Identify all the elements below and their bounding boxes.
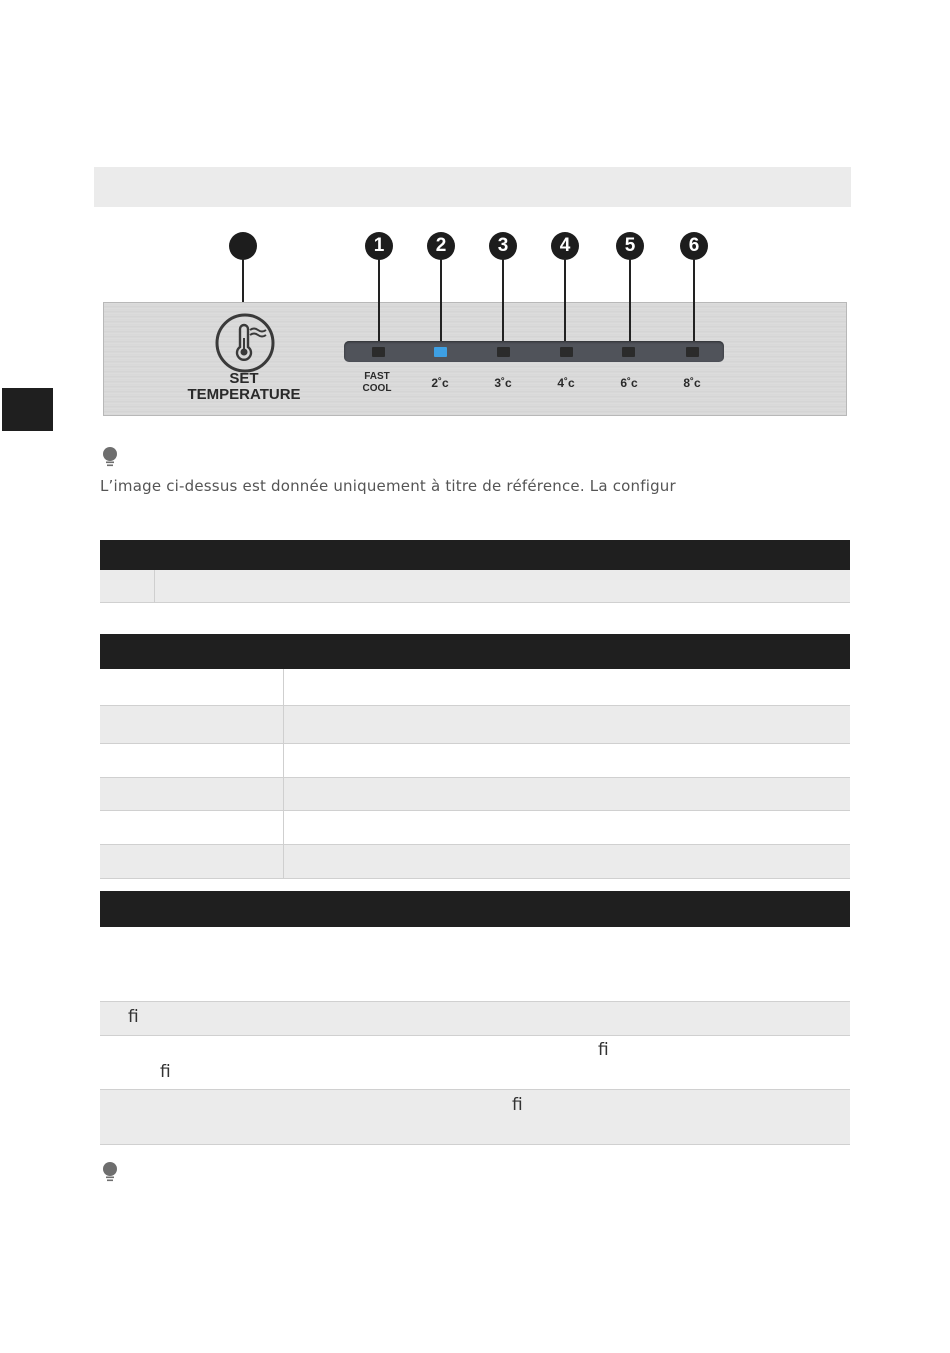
table-header	[100, 891, 850, 927]
set-label-line2: TEMPERATURE	[187, 386, 301, 403]
table-row	[100, 570, 850, 603]
callout-leader-line	[564, 258, 566, 346]
table-row	[100, 669, 850, 706]
led-label-2c: 2˚c	[431, 376, 449, 390]
led-label-6c: 6˚c	[620, 376, 638, 390]
column-divider	[154, 570, 155, 603]
ligature-fragment: ﬁ	[598, 1040, 609, 1060]
table-header	[100, 634, 850, 669]
callout-marker-6: 6	[680, 232, 708, 260]
led-label-4c: 4˚c	[557, 376, 575, 390]
table-row	[100, 845, 850, 879]
callout-marker-5: 5	[616, 232, 644, 260]
ligature-fragment: ﬁ	[512, 1095, 523, 1115]
section-title-bar	[94, 167, 851, 207]
led-label-8c: 8˚c	[683, 376, 701, 390]
callout-marker-4: 4	[551, 232, 579, 260]
callout-marker-3: 3	[489, 232, 517, 260]
led-6c	[622, 347, 635, 357]
led-label-fast: FAST	[364, 371, 390, 382]
table-row	[100, 811, 850, 845]
table-row	[100, 1002, 850, 1036]
column-divider	[283, 669, 284, 879]
led-label-cool: COOL	[362, 383, 392, 394]
callout-marker-1: 1	[365, 232, 393, 260]
led-3c	[497, 347, 510, 357]
language-side-tab	[2, 388, 53, 431]
set-label-line1: SET	[229, 370, 259, 387]
table-row	[100, 706, 850, 744]
callout-marker-set-temperature	[229, 232, 257, 260]
indicator-strip	[344, 341, 724, 362]
callout-leader-line	[693, 258, 695, 346]
led-fast-cool	[372, 347, 385, 357]
ligature-fragment: ﬁ	[128, 1007, 139, 1027]
table-header	[100, 540, 850, 570]
lightbulb-icon	[102, 446, 118, 468]
led-label-fast-cool	[347, 371, 407, 395]
led-4c	[560, 347, 573, 357]
thermometer-icon[interactable]	[214, 312, 276, 374]
callout-leader-line	[242, 258, 244, 308]
callout-leader-line	[629, 258, 631, 346]
table-row	[100, 778, 850, 811]
set-temperature-label	[164, 371, 324, 403]
callout-leader-line	[378, 258, 380, 346]
callout-marker-2: 2	[427, 232, 455, 260]
callout-leader-line	[440, 258, 442, 346]
table-row	[100, 1036, 850, 1090]
led-2c	[434, 347, 447, 357]
callout-leader-line	[502, 258, 504, 346]
note-text: L’image ci-dessus est donnée uniquement à titre de référence. La configur	[100, 477, 676, 495]
table-row	[100, 927, 850, 1002]
led-8c	[686, 347, 699, 357]
lightbulb-icon	[102, 1161, 118, 1183]
table-row	[100, 744, 850, 778]
led-label-3c: 3˚c	[494, 376, 512, 390]
ligature-fragment: ﬁ	[160, 1062, 171, 1082]
table-row	[100, 1090, 850, 1145]
